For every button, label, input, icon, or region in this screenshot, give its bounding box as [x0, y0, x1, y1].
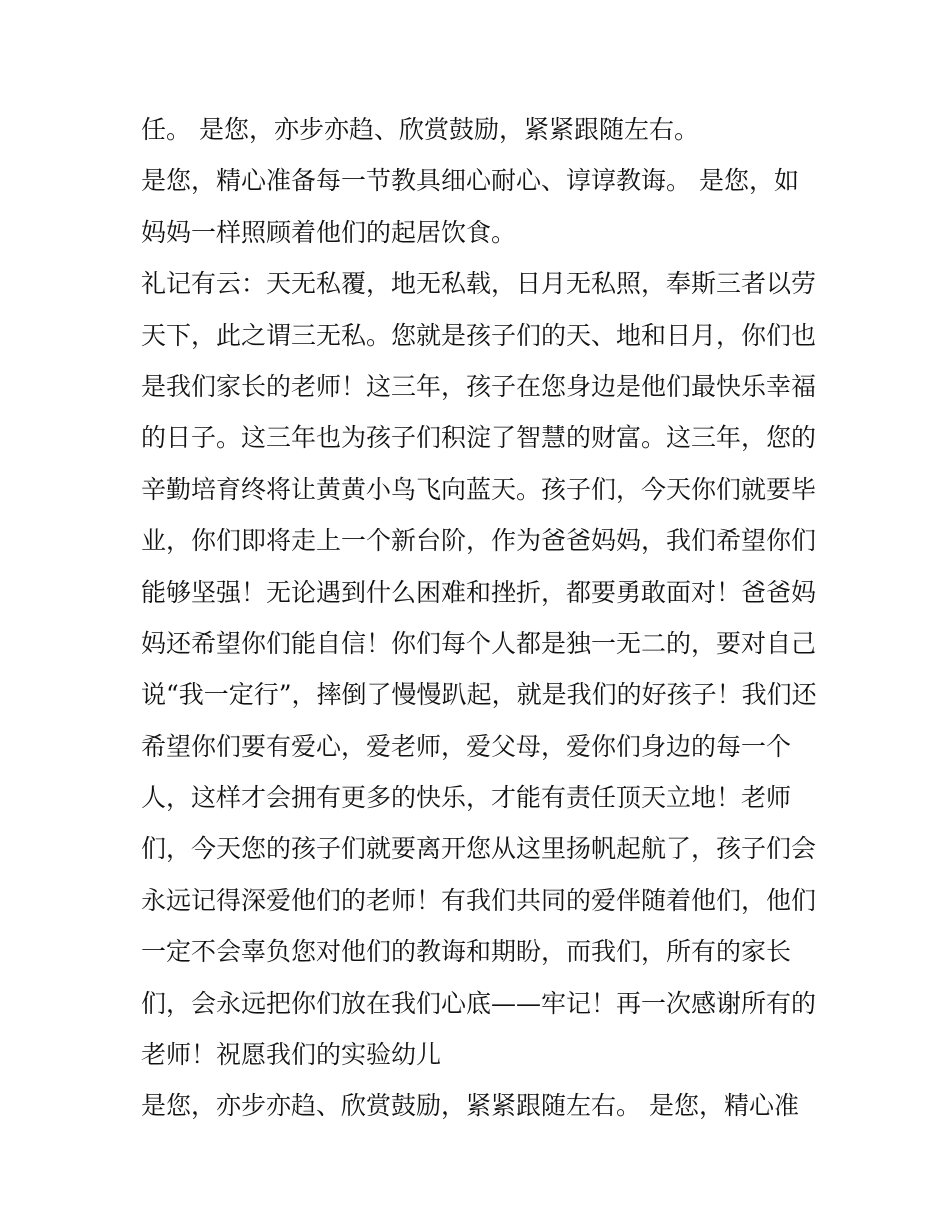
text-line: 任。 是您，亦步亦趋、欣赏鼓励，紧紧跟随左右。 — [141, 115, 699, 144]
text-line: 天下，此之谓三无私。您就是孩子们的天、地和日月，你们也 — [141, 320, 817, 350]
text-line: 永远记得深爱他们的老师！有我们共同的爱伴随着他们，他们 — [141, 885, 817, 915]
text-line: 是您，亦步亦趋、欣赏鼓励，紧紧跟随左右。 是您，精心准 — [141, 1091, 799, 1121]
text-line: 业，你们即将走上一个新台阶，作为爸爸妈妈，我们希望你们 — [141, 526, 817, 556]
text-line: 辛勤培育终将让黄黄小鸟飞向蓝天。孩子们，今天你们就要毕 — [141, 474, 817, 504]
text-line: 希望你们要有爱心，爱老师，爱父母，爱你们身边的每一个 — [141, 731, 792, 761]
text-line: 是我们家长的老师！这三年，孩子在您身边是他们最快乐幸福 — [141, 371, 817, 401]
text-line: 一定不会辜负您对他们的教诲和期盼，而我们，所有的家长 — [141, 937, 792, 967]
text-line: 们，会永远把你们放在我们心底——牢记！再一次感谢所有的 — [141, 988, 817, 1018]
text-line: 礼记有云：天无私覆，地无私载，日月无私照，奉斯三者以劳 — [141, 269, 817, 299]
text-line: 妈还希望你们能自信！你们每个人都是独一无二的，要对自己 — [141, 628, 817, 658]
text-line: 能够坚强！无论遇到什么困难和挫折，都要勇敢面对！爸爸妈 — [141, 577, 817, 607]
text-line: 们，今天您的孩子们就要离开您从这里扬帆起航了，孩子们会 — [141, 834, 817, 864]
text-line: 的日子。这三年也为孩子们积淀了智慧的财富。这三年，您的 — [141, 423, 817, 453]
text-line: 妈妈一样照顾着他们的起居饮食。 — [141, 217, 517, 247]
text-line: 老师！祝愿我们的实验幼儿 — [141, 1040, 442, 1070]
text-line: 是您，精心准备每一节教具细心耐心、谆谆教诲。 是您，如 — [141, 166, 799, 196]
text-line: 说“我一定行”，摔倒了慢慢趴起，就是我们的好孩子！我们还 — [141, 680, 817, 710]
document-body — [141, 104, 821, 1132]
text-line: 人，这样才会拥有更多的快乐，才能有责任顶天立地！老师 — [141, 783, 792, 813]
